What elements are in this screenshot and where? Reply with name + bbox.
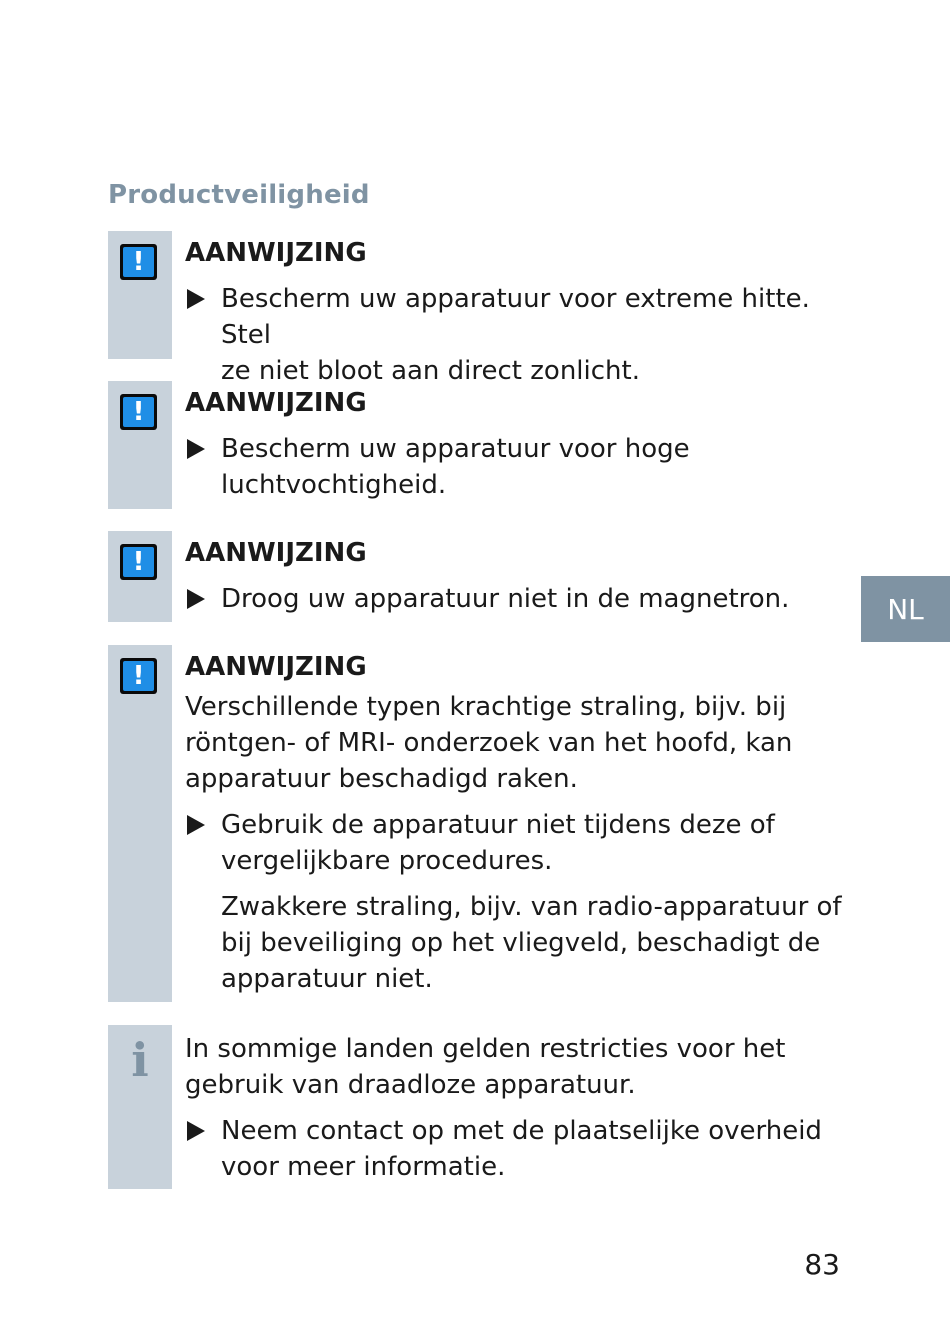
notice-heading: AANWIJZING — [185, 652, 367, 682]
bullet-triangle-icon — [187, 589, 205, 609]
result-note: Zwakkere straling, bijv. van radio-apparatuur of bij beveiliging op het vliegveld, beschadigt de apparatuur niet. — [221, 892, 842, 994]
bullet-item: Droog uw apparatuur niet in de magnetron. — [185, 581, 848, 617]
notice-bar — [108, 645, 172, 1002]
bullet-item: Bescherm uw apparatuur voor extreme hitte. Stel ze niet bloot aan direct zonlicht. — [185, 281, 848, 389]
notice-2 — [108, 381, 848, 509]
notice-3 — [108, 531, 848, 622]
bullet-item: Bescherm uw apparatuur voor hoge luchtvochtigheid. — [185, 431, 848, 503]
bullet-item: Neem contact op met de plaatselijke overheid voor meer informatie. — [185, 1113, 848, 1185]
notice-4 — [108, 645, 848, 1002]
warning-icon: ! — [120, 658, 157, 694]
page-number: 83 — [804, 1248, 840, 1281]
bullet-triangle-icon — [187, 439, 205, 459]
section-title: Productveiligheid — [108, 180, 370, 210]
info-icon: i — [131, 1033, 149, 1087]
info-text: In sommige landen gelden restricties voor het gebruik van draadloze apparatuur. — [185, 1034, 786, 1100]
notice-heading: AANWIJZING — [185, 388, 367, 418]
bullet-triangle-icon — [187, 289, 205, 309]
language-tab: NL — [861, 576, 950, 642]
warning-icon: ! — [120, 544, 157, 580]
notice-heading: AANWIJZING — [185, 538, 367, 568]
warning-icon: ! — [120, 394, 157, 430]
notice-1 — [108, 231, 848, 386]
notice-text: Verschillende typen krachtige straling, bijv. bij röntgen- of MRI- onderzoek van het hoofd, kan apparatuur beschadigd raken. — [185, 692, 793, 794]
bullet-triangle-icon — [187, 1121, 205, 1141]
bullet-item: Gebruik de apparatuur niet tijdens deze of vergelijkbare procedures. — [185, 807, 848, 879]
warning-icon: ! — [120, 244, 157, 280]
notice-heading: AANWIJZING — [185, 238, 367, 268]
info-box — [108, 1025, 848, 1189]
bullet-triangle-icon — [187, 815, 205, 835]
